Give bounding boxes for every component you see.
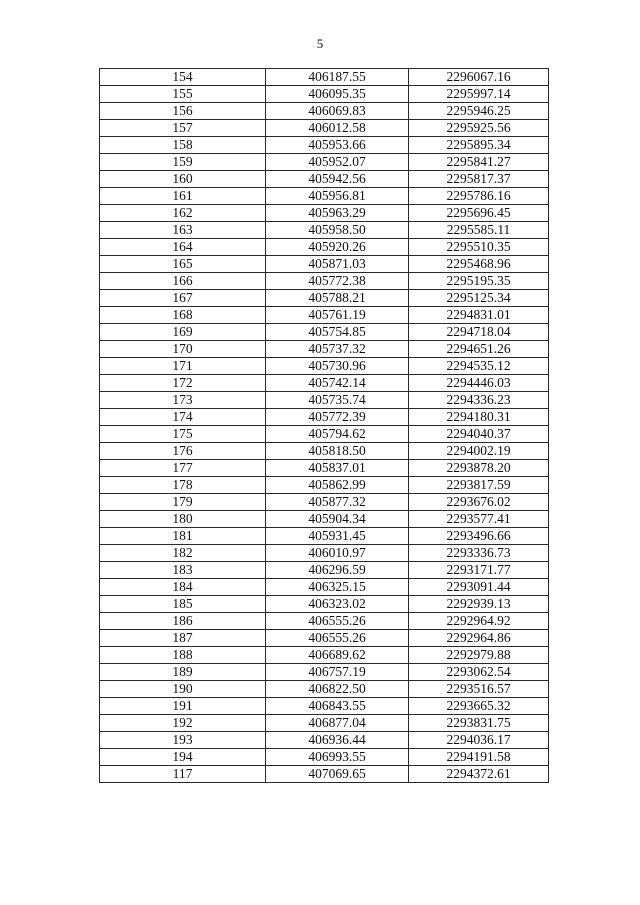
x-coordinate-cell: 405963.29 [266, 205, 409, 222]
table-row [100, 392, 549, 409]
table-row [100, 324, 549, 341]
table-row [100, 494, 549, 511]
table-row [100, 664, 549, 681]
y-coordinate-cell: 2292939.13 [409, 596, 549, 613]
table-row [100, 273, 549, 290]
table-row [100, 137, 549, 154]
y-coordinate-cell: 2294446.03 [409, 375, 549, 392]
x-coordinate-cell: 405818.50 [266, 443, 409, 460]
point-number-cell: 176 [100, 443, 266, 460]
table-row [100, 86, 549, 103]
table-row [100, 358, 549, 375]
point-number-cell: 194 [100, 749, 266, 766]
table-row [100, 545, 549, 562]
y-coordinate-cell: 2296067.16 [409, 69, 549, 86]
y-coordinate-cell: 2294831.01 [409, 307, 549, 324]
table-row [100, 528, 549, 545]
point-number-cell: 182 [100, 545, 266, 562]
point-number-cell: 158 [100, 137, 266, 154]
x-coordinate-cell: 405904.34 [266, 511, 409, 528]
x-coordinate-cell: 406877.04 [266, 715, 409, 732]
x-coordinate-cell: 406187.55 [266, 69, 409, 86]
y-coordinate-cell: 2295510.35 [409, 239, 549, 256]
y-coordinate-cell: 2293676.02 [409, 494, 549, 511]
y-coordinate-cell: 2293171.77 [409, 562, 549, 579]
x-coordinate-cell: 406095.35 [266, 86, 409, 103]
y-coordinate-cell: 2293665.32 [409, 698, 549, 715]
point-number-cell: 190 [100, 681, 266, 698]
x-coordinate-cell: 406010.97 [266, 545, 409, 562]
x-coordinate-cell: 405871.03 [266, 256, 409, 273]
point-number-cell: 184 [100, 579, 266, 596]
x-coordinate-cell: 406555.26 [266, 630, 409, 647]
table-row [100, 630, 549, 647]
point-number-cell: 172 [100, 375, 266, 392]
table-row [100, 69, 549, 86]
table-row [100, 613, 549, 630]
coordinates-table [99, 68, 549, 783]
y-coordinate-cell: 2295925.56 [409, 120, 549, 137]
point-number-cell: 161 [100, 188, 266, 205]
y-coordinate-cell: 2295696.45 [409, 205, 549, 222]
point-number-cell: 179 [100, 494, 266, 511]
x-coordinate-cell: 407069.65 [266, 766, 409, 783]
x-coordinate-cell: 406689.62 [266, 647, 409, 664]
point-number-cell: 192 [100, 715, 266, 732]
x-coordinate-cell: 405772.38 [266, 273, 409, 290]
y-coordinate-cell: 2292979.88 [409, 647, 549, 664]
table-row [100, 239, 549, 256]
x-coordinate-cell: 406325.15 [266, 579, 409, 596]
y-coordinate-cell: 2292964.92 [409, 613, 549, 630]
x-coordinate-cell: 405877.32 [266, 494, 409, 511]
table-row [100, 698, 549, 715]
point-number-cell: 154 [100, 69, 266, 86]
y-coordinate-cell: 2294372.61 [409, 766, 549, 783]
x-coordinate-cell: 405958.50 [266, 222, 409, 239]
table-row [100, 103, 549, 120]
point-number-cell: 174 [100, 409, 266, 426]
y-coordinate-cell: 2295946.25 [409, 103, 549, 120]
point-number-cell: 170 [100, 341, 266, 358]
table-row [100, 766, 549, 783]
y-coordinate-cell: 2295895.34 [409, 137, 549, 154]
x-coordinate-cell: 405931.45 [266, 528, 409, 545]
y-coordinate-cell: 2294040.37 [409, 426, 549, 443]
table-row [100, 749, 549, 766]
x-coordinate-cell: 405942.56 [266, 171, 409, 188]
y-coordinate-cell: 2293577.41 [409, 511, 549, 528]
point-number-cell: 186 [100, 613, 266, 630]
point-number-cell: 171 [100, 358, 266, 375]
x-coordinate-cell: 405742.14 [266, 375, 409, 392]
table-row [100, 579, 549, 596]
y-coordinate-cell: 2294718.04 [409, 324, 549, 341]
point-number-cell: 173 [100, 392, 266, 409]
point-number-cell: 180 [100, 511, 266, 528]
point-number-cell: 159 [100, 154, 266, 171]
x-coordinate-cell: 406936.44 [266, 732, 409, 749]
y-coordinate-cell: 2295841.27 [409, 154, 549, 171]
y-coordinate-cell: 2294180.31 [409, 409, 549, 426]
x-coordinate-cell: 405953.66 [266, 137, 409, 154]
point-number-cell: 155 [100, 86, 266, 103]
table-row [100, 375, 549, 392]
x-coordinate-cell: 405754.85 [266, 324, 409, 341]
table-row [100, 307, 549, 324]
y-coordinate-cell: 2294036.17 [409, 732, 549, 749]
x-coordinate-cell: 406323.02 [266, 596, 409, 613]
table-row [100, 562, 549, 579]
point-number-cell: 166 [100, 273, 266, 290]
x-coordinate-cell: 405862.99 [266, 477, 409, 494]
point-number-cell: 183 [100, 562, 266, 579]
point-number-cell: 169 [100, 324, 266, 341]
point-number-cell: 191 [100, 698, 266, 715]
y-coordinate-cell: 2293878.20 [409, 460, 549, 477]
y-coordinate-cell: 2293336.73 [409, 545, 549, 562]
table-row [100, 222, 549, 239]
table-row [100, 511, 549, 528]
y-coordinate-cell: 2293496.66 [409, 528, 549, 545]
point-number-cell: 187 [100, 630, 266, 647]
x-coordinate-cell: 405837.01 [266, 460, 409, 477]
table-row [100, 409, 549, 426]
point-number-cell: 160 [100, 171, 266, 188]
table-row [100, 426, 549, 443]
y-coordinate-cell: 2293831.75 [409, 715, 549, 732]
y-coordinate-cell: 2294336.23 [409, 392, 549, 409]
x-coordinate-cell: 405952.07 [266, 154, 409, 171]
table-row [100, 290, 549, 307]
table-row [100, 681, 549, 698]
x-coordinate-cell: 406993.55 [266, 749, 409, 766]
point-number-cell: 117 [100, 766, 266, 783]
x-coordinate-cell: 406843.55 [266, 698, 409, 715]
y-coordinate-cell: 2293817.59 [409, 477, 549, 494]
point-number-cell: 167 [100, 290, 266, 307]
y-coordinate-cell: 2294651.26 [409, 341, 549, 358]
x-coordinate-cell: 405956.81 [266, 188, 409, 205]
y-coordinate-cell: 2294535.12 [409, 358, 549, 375]
table-row [100, 120, 549, 137]
point-number-cell: 165 [100, 256, 266, 273]
table-row [100, 715, 549, 732]
y-coordinate-cell: 2293091.44 [409, 579, 549, 596]
x-coordinate-cell: 406757.19 [266, 664, 409, 681]
y-coordinate-cell: 2292964.86 [409, 630, 549, 647]
y-coordinate-cell: 2295125.34 [409, 290, 549, 307]
y-coordinate-cell: 2295786.16 [409, 188, 549, 205]
point-number-cell: 175 [100, 426, 266, 443]
point-number-cell: 164 [100, 239, 266, 256]
table-row [100, 732, 549, 749]
x-coordinate-cell: 405761.19 [266, 307, 409, 324]
y-coordinate-cell: 2294002.19 [409, 443, 549, 460]
y-coordinate-cell: 2293516.57 [409, 681, 549, 698]
x-coordinate-cell: 406069.83 [266, 103, 409, 120]
point-number-cell: 193 [100, 732, 266, 749]
point-number-cell: 177 [100, 460, 266, 477]
table-row [100, 477, 549, 494]
table-row [100, 443, 549, 460]
y-coordinate-cell: 2293062.54 [409, 664, 549, 681]
point-number-cell: 156 [100, 103, 266, 120]
table-row [100, 647, 549, 664]
x-coordinate-cell: 406555.26 [266, 613, 409, 630]
x-coordinate-cell: 405737.32 [266, 341, 409, 358]
x-coordinate-cell: 405788.21 [266, 290, 409, 307]
y-coordinate-cell: 2295195.35 [409, 273, 549, 290]
point-number-cell: 178 [100, 477, 266, 494]
y-coordinate-cell: 2295817.37 [409, 171, 549, 188]
table-row [100, 188, 549, 205]
x-coordinate-cell: 405730.96 [266, 358, 409, 375]
table-row [100, 460, 549, 477]
point-number-cell: 181 [100, 528, 266, 545]
point-number-cell: 157 [100, 120, 266, 137]
x-coordinate-cell: 405772.39 [266, 409, 409, 426]
table-row [100, 171, 549, 188]
y-coordinate-cell: 2295997.14 [409, 86, 549, 103]
table-row [100, 341, 549, 358]
point-number-cell: 163 [100, 222, 266, 239]
x-coordinate-cell: 405735.74 [266, 392, 409, 409]
x-coordinate-cell: 405794.62 [266, 426, 409, 443]
table-row [100, 256, 549, 273]
point-number-cell: 162 [100, 205, 266, 222]
x-coordinate-cell: 405920.26 [266, 239, 409, 256]
table-row [100, 154, 549, 171]
table-row [100, 596, 549, 613]
y-coordinate-cell: 2295468.96 [409, 256, 549, 273]
coordinates-table-body [100, 69, 549, 783]
y-coordinate-cell: 2294191.58 [409, 749, 549, 766]
page-number: 5 [316, 36, 324, 51]
y-coordinate-cell: 2295585.11 [409, 222, 549, 239]
point-number-cell: 185 [100, 596, 266, 613]
x-coordinate-cell: 406012.58 [266, 120, 409, 137]
point-number-cell: 168 [100, 307, 266, 324]
point-number-cell: 188 [100, 647, 266, 664]
x-coordinate-cell: 406822.50 [266, 681, 409, 698]
point-number-cell: 189 [100, 664, 266, 681]
x-coordinate-cell: 406296.59 [266, 562, 409, 579]
table-row [100, 205, 549, 222]
